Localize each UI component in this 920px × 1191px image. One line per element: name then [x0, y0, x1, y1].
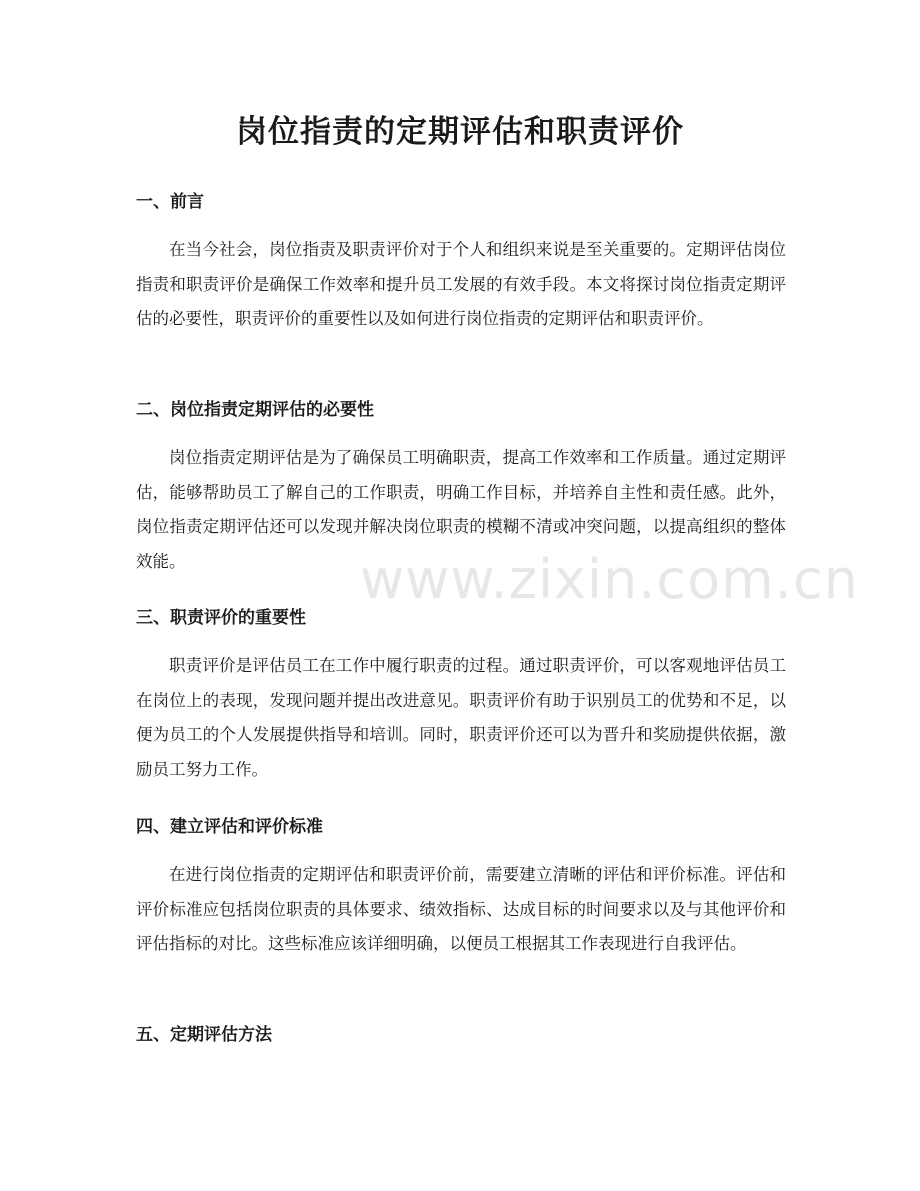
section-heading-4: 四、建立评估和评价标准: [136, 817, 323, 837]
document-title: 岗位指责的定期评估和职责评价: [236, 114, 684, 150]
section-paragraph-2: 岗位指责定期评估是为了确保员工明确职责，提高工作效率和工作质量。通过定期评估，能够帮助员工了解自己的工作职责，明确工作目标，并培养自主性和责任感。此外，岗位指责定期评估还可以发现并解决岗位职责的模糊不清或冲突问题，以提高组织的整体效能。: [136, 448, 786, 571]
section-heading-5: 五、定期评估方法: [136, 1025, 272, 1045]
section-paragraph-1: 在当今社会，岗位指责及职责评价对于个人和组织来说是至关重要的。定期评估岗位指责和职责评价是确保工作效率和提升员工发展的有效手段。本文将探讨岗位指责定期评估的必要性，职责评价的重要性以及如何进行岗位指责的定期评估和职责评价。: [136, 240, 786, 328]
section-heading-3: 三、职责评价的重要性: [136, 608, 306, 628]
watermark: www.zixin.com.cn: [360, 548, 859, 611]
section-paragraph-4: 在进行岗位指责的定期评估和职责评价前，需要建立清晰的评估和评价标准。评估和评价标准应包括岗位职责的具体要求、绩效指标、达成目标的时间要求以及与其他评价和评估指标的对比。这些标准应该详细明确，以便员工根据其工作表现进行自我评估。: [136, 865, 786, 953]
section-paragraph-3: 职责评价是评估员工在工作中履行职责的过程。通过职责评价，可以客观地评估员工在岗位上的表现，发现问题并提出改进意见。职责评价有助于识别员工的优势和不足，以便为员工的个人发展提供指导和培训。同时，职责评价还可以为晋升和奖励提供依据，激励员工努力工作。: [136, 656, 786, 779]
section-heading-2: 二、岗位指责定期评估的必要性: [136, 400, 374, 420]
section-heading-1: 一、前言: [136, 192, 204, 212]
